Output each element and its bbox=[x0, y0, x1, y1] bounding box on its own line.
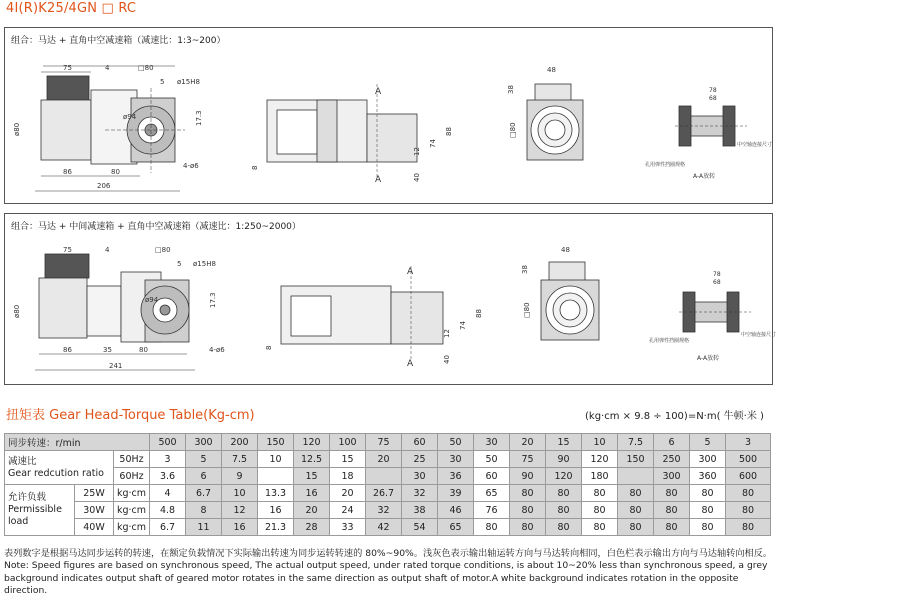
ratio-cell: 120 bbox=[582, 451, 618, 468]
gearbox-front-view bbox=[507, 66, 583, 160]
ratio-cell: 60 bbox=[474, 468, 510, 485]
ratio-cell: 150 bbox=[618, 451, 654, 468]
ratio-60hz-row bbox=[5, 468, 771, 485]
dim-17-3: 17.3 bbox=[195, 110, 203, 126]
dim-88: 88 bbox=[475, 309, 483, 318]
load-cell: 76 bbox=[474, 502, 510, 519]
dim-sq80-right: □80 bbox=[523, 302, 531, 318]
load-cell: 80 bbox=[546, 502, 582, 519]
unit-label: kg·cm bbox=[114, 502, 150, 519]
load-cell: 80 bbox=[726, 519, 771, 536]
ratio-cell: 180 bbox=[582, 468, 618, 485]
ratio-cell: 3 bbox=[150, 451, 186, 468]
dim-75: 75 bbox=[63, 246, 72, 254]
dim-75: 75 bbox=[63, 64, 72, 72]
dim-241: 241 bbox=[109, 362, 123, 370]
load-cell: 80 bbox=[582, 519, 618, 536]
speed-label: 同步转速：r/min bbox=[5, 434, 150, 451]
load-cell: 80 bbox=[474, 519, 510, 536]
side-view bbox=[265, 266, 483, 369]
load-cell: 80 bbox=[690, 485, 726, 502]
dim-4phi6: 4-ø6 bbox=[183, 162, 199, 170]
ratio-cell: 500 bbox=[726, 451, 771, 468]
load-cell: 24 bbox=[330, 502, 366, 519]
speed-cell: 30 bbox=[474, 434, 510, 451]
ratio-cell: 12.5 bbox=[294, 451, 330, 468]
load-cell: 80 bbox=[510, 519, 546, 536]
load-cell: 80 bbox=[654, 519, 690, 536]
speed-row bbox=[5, 434, 771, 451]
dim-78: 78 bbox=[713, 271, 721, 278]
ratio-cell: 15 bbox=[294, 468, 330, 485]
load-cell: 80 bbox=[726, 485, 771, 502]
load-cell: 80 bbox=[618, 502, 654, 519]
ratio-cell: 300 bbox=[654, 468, 690, 485]
ratio-cell: 90 bbox=[546, 451, 582, 468]
ratio-cell: 250 bbox=[654, 451, 690, 468]
dim-206: 206 bbox=[97, 182, 111, 190]
speed-cell: 50 bbox=[438, 434, 474, 451]
dim-8: 8 bbox=[251, 165, 259, 170]
load-cell: 20 bbox=[294, 502, 330, 519]
ratio-cell: 18 bbox=[330, 468, 366, 485]
ratio-cell bbox=[258, 468, 294, 485]
load-row-30w bbox=[5, 502, 771, 519]
load-cell: 8 bbox=[186, 502, 222, 519]
section-aa-view bbox=[649, 271, 776, 362]
dim-48: 48 bbox=[561, 246, 570, 254]
load-cell: 6.7 bbox=[150, 519, 186, 536]
load-cell: 80 bbox=[690, 519, 726, 536]
load-cell: 13.3 bbox=[258, 485, 294, 502]
load-cell: 16 bbox=[222, 519, 258, 536]
load-cell: 12 bbox=[222, 502, 258, 519]
drawing-panel-2 bbox=[4, 213, 777, 385]
ratio-cell: 600 bbox=[726, 468, 771, 485]
torque-unit-note: (kg·cm × 9.8 ÷ 100)=N·m( 牛顿·米 ) bbox=[585, 411, 764, 422]
dim-80-bottom: 80 bbox=[139, 346, 148, 354]
section-a-bottom: A bbox=[407, 359, 414, 369]
ratio-cell: 30 bbox=[438, 451, 474, 468]
ratio-cell: 3.6 bbox=[150, 468, 186, 485]
dim-74: 74 bbox=[429, 139, 437, 148]
load-cell: 39 bbox=[438, 485, 474, 502]
speed-cell: 6 bbox=[654, 434, 690, 451]
dim-15h8: ø15H8 bbox=[193, 260, 216, 268]
load-cell: 46 bbox=[438, 502, 474, 519]
ratio-cell: 20 bbox=[366, 451, 402, 468]
gearbox-front-view bbox=[521, 246, 599, 340]
ratio-cell: 25 bbox=[402, 451, 438, 468]
combination-label: 组合：马达 + 中间减速箱 + 直角中空减速箱（减速比：1:250~2000） bbox=[11, 222, 301, 232]
load-cell: 4 bbox=[150, 485, 186, 502]
ratio-cell: 36 bbox=[438, 468, 474, 485]
dim-4: 4 bbox=[105, 64, 110, 72]
notes bbox=[4, 548, 774, 597]
power-label: 25W bbox=[75, 485, 114, 502]
dim-35: 35 bbox=[103, 346, 112, 354]
dim-12: 12 bbox=[443, 329, 451, 338]
dim-sq80-right: □80 bbox=[509, 122, 517, 138]
ratio-cell: 9 bbox=[222, 468, 258, 485]
dim-12: 12 bbox=[413, 147, 421, 156]
load-cell: 42 bbox=[366, 519, 402, 536]
ratio-cell: 6 bbox=[186, 468, 222, 485]
ratio-cell: 75 bbox=[510, 451, 546, 468]
section-aa-label: A-A放转 bbox=[693, 173, 716, 180]
load-cell: 10 bbox=[222, 485, 258, 502]
dim-4: 4 bbox=[105, 246, 110, 254]
dim-74: 74 bbox=[459, 321, 467, 330]
dim-94: ø94 bbox=[145, 296, 159, 304]
dim-5: 5 bbox=[160, 78, 165, 86]
unit-label: kg·cm bbox=[114, 519, 150, 536]
dim-40: 40 bbox=[443, 355, 451, 364]
speed-cell: 150 bbox=[258, 434, 294, 451]
speed-cell: 100 bbox=[330, 434, 366, 451]
load-row-40w bbox=[5, 519, 771, 536]
load-cell: 80 bbox=[582, 485, 618, 502]
freq-label-60: 60Hz bbox=[114, 468, 150, 485]
ratio-cell: 15 bbox=[330, 451, 366, 468]
load-cell: 6.7 bbox=[186, 485, 222, 502]
speed-cell: 60 bbox=[402, 434, 438, 451]
section-a-top: A bbox=[407, 267, 414, 277]
load-cell: 16 bbox=[258, 502, 294, 519]
front-view bbox=[13, 64, 203, 191]
dim-68: 68 bbox=[713, 279, 721, 286]
dim-40: 40 bbox=[413, 173, 421, 182]
load-cell: 20 bbox=[330, 485, 366, 502]
drawing-2-svg bbox=[5, 214, 777, 384]
speed-cell: 120 bbox=[294, 434, 330, 451]
ratio-cell: 300 bbox=[690, 451, 726, 468]
load-cell: 65 bbox=[474, 485, 510, 502]
load-cell: 80 bbox=[582, 502, 618, 519]
load-row-25w bbox=[5, 485, 771, 502]
load-cell: 80 bbox=[654, 485, 690, 502]
speed-cell: 200 bbox=[222, 434, 258, 451]
model-title: 4I(R)K25/4GN □ RC bbox=[6, 1, 137, 16]
load-cell: 16 bbox=[294, 485, 330, 502]
ratio-cell: 50 bbox=[474, 451, 510, 468]
speed-cell: 10 bbox=[582, 434, 618, 451]
power-label: 40W bbox=[75, 519, 114, 536]
note-cn: 表列数字是根据马达同步运转的转速，在额定负载情况下实际输出转速为同步运转转速的 80%~90%。浅灰色表示输出轴运转方向与马达转向相同，白色栏表示输出方向与马达轴转向相反。 bbox=[4, 548, 773, 559]
ratio-cell bbox=[366, 468, 402, 485]
load-cell: 11 bbox=[186, 519, 222, 536]
load-cell: 80 bbox=[618, 519, 654, 536]
dim-80-left: ø80 bbox=[13, 122, 21, 136]
speed-cell: 15 bbox=[546, 434, 582, 451]
load-cell: 32 bbox=[366, 502, 402, 519]
load-cell: 26.7 bbox=[366, 485, 402, 502]
hole-note: 孔用弹性挡圈规格 bbox=[645, 162, 686, 168]
load-label-en: Permissible load bbox=[8, 504, 62, 527]
ratio-50hz-row bbox=[5, 451, 771, 468]
speed-cell: 3 bbox=[726, 434, 771, 451]
load-cell: 28 bbox=[294, 519, 330, 536]
side-view bbox=[251, 84, 453, 185]
load-cell: 80 bbox=[546, 485, 582, 502]
ratio-label-cn: 减速比 bbox=[8, 455, 37, 467]
dim-4phi6: 4-ø6 bbox=[209, 346, 225, 354]
torque-table-title: 扭矩表 Gear Head-Torque Table(Kg-cm) bbox=[6, 408, 255, 423]
load-cell: 80 bbox=[510, 502, 546, 519]
speed-cell: 5 bbox=[690, 434, 726, 451]
dim-15h8: ø15H8 bbox=[177, 78, 200, 86]
dim-38: 38 bbox=[521, 265, 529, 274]
load-cell: 80 bbox=[654, 502, 690, 519]
load-cell: 54 bbox=[402, 519, 438, 536]
speed-cell: 20 bbox=[510, 434, 546, 451]
dim-80-left: ø80 bbox=[13, 304, 21, 318]
speed-cell: 7.5 bbox=[618, 434, 654, 451]
ratio-cell: 360 bbox=[690, 468, 726, 485]
section-aa-view bbox=[645, 87, 772, 180]
speed-cell: 300 bbox=[186, 434, 222, 451]
ratio-cell: 10 bbox=[258, 451, 294, 468]
dim-68: 68 bbox=[709, 95, 717, 102]
section-a-top: A bbox=[375, 87, 382, 97]
load-cell: 80 bbox=[546, 519, 582, 536]
load-cell: 38 bbox=[402, 502, 438, 519]
load-label-cn: 允许负载 bbox=[8, 492, 47, 503]
load-cell: 65 bbox=[438, 519, 474, 536]
section-a-bottom: A bbox=[375, 175, 382, 185]
dim-78: 78 bbox=[709, 87, 717, 94]
dim-88: 88 bbox=[445, 127, 453, 136]
ratio-label bbox=[5, 451, 114, 485]
dim-17-3: 17.3 bbox=[209, 292, 217, 308]
load-cell: 80 bbox=[690, 502, 726, 519]
hole-note: 孔用弹性挡圈规格 bbox=[649, 338, 690, 344]
drawing-panel-1 bbox=[4, 27, 773, 204]
freq-label-50: 50Hz bbox=[114, 451, 150, 468]
load-cell: 80 bbox=[726, 502, 771, 519]
dim-38: 38 bbox=[507, 85, 515, 94]
combination-label: 组合：马达 + 直角中空减速箱（减速比：1:3~200） bbox=[11, 36, 226, 46]
ratio-cell: 120 bbox=[546, 468, 582, 485]
dim-80-bottom: 80 bbox=[111, 168, 120, 176]
load-label bbox=[5, 485, 75, 536]
note-en: Note: Speed figures are based on synchronous speed, The actual output speed, under rated torque conditions, is about 10~20% less than synchronous speed, a grey background indicates output shaft of geared motor rotates in the same direction as output shaft of motor.A white background indicates rotation in the opposite direction. bbox=[4, 560, 768, 596]
speed-cell: 75 bbox=[366, 434, 402, 451]
unit-label: kg·cm bbox=[114, 485, 150, 502]
drawing-1-svg bbox=[5, 28, 772, 203]
dim-5: 5 bbox=[177, 260, 182, 268]
load-cell: 80 bbox=[510, 485, 546, 502]
torque-table bbox=[4, 433, 771, 536]
load-cell: 33 bbox=[330, 519, 366, 536]
ratio-cell: 90 bbox=[510, 468, 546, 485]
load-cell: 4.8 bbox=[150, 502, 186, 519]
front-view bbox=[13, 246, 225, 370]
dim-8: 8 bbox=[265, 345, 273, 350]
dim-sq80: □80 bbox=[138, 64, 154, 72]
dim-86: 86 bbox=[63, 168, 72, 176]
load-cell: 80 bbox=[618, 485, 654, 502]
power-label: 30W bbox=[75, 502, 114, 519]
dim-sq80: □80 bbox=[155, 246, 171, 254]
speed-cell: 500 bbox=[150, 434, 186, 451]
dim-94: ø94 bbox=[123, 113, 137, 121]
ratio-label-en: Gear redcution ratio bbox=[8, 467, 104, 479]
dim-48: 48 bbox=[547, 66, 556, 74]
shaft-note: 中空轴连接尺寸 bbox=[741, 332, 777, 338]
ratio-cell: 30 bbox=[402, 468, 438, 485]
shaft-note: 中空轴连接尺寸 bbox=[737, 142, 773, 148]
ratio-cell bbox=[618, 468, 654, 485]
dim-86: 86 bbox=[63, 346, 72, 354]
load-cell: 21.3 bbox=[258, 519, 294, 536]
section-aa-label: A-A放转 bbox=[697, 355, 720, 362]
ratio-cell: 7.5 bbox=[222, 451, 258, 468]
load-cell: 32 bbox=[402, 485, 438, 502]
ratio-cell: 5 bbox=[186, 451, 222, 468]
